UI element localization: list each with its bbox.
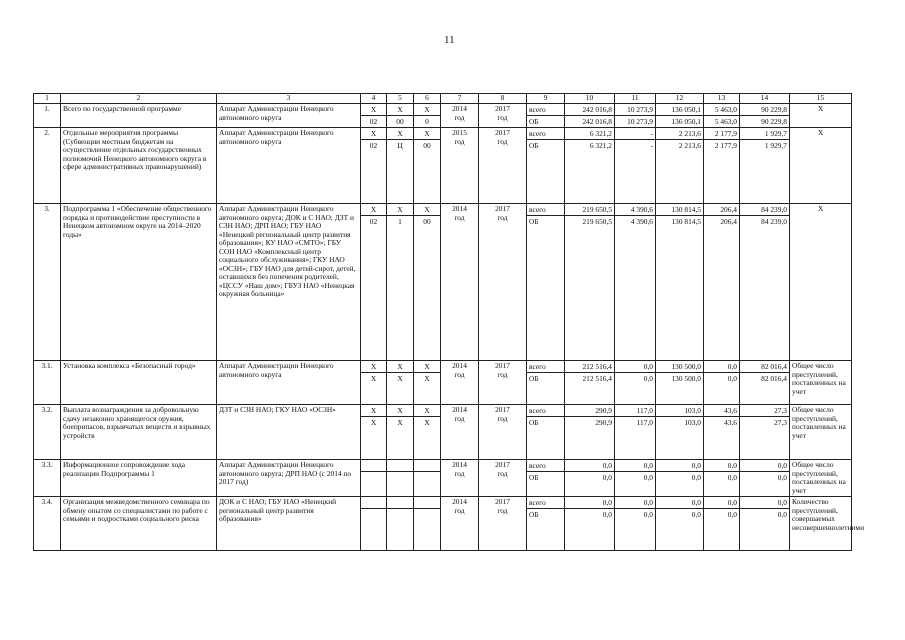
row-number: 3. <box>34 204 61 361</box>
code-cell <box>361 361 387 405</box>
total-amount <box>565 204 615 361</box>
header-cell: 12 <box>656 94 704 104</box>
year-2014-amount-value: 4 390,6 <box>615 215 655 227</box>
year-2014-amount-value: 0,0 <box>615 372 655 384</box>
code-cell-value: Х <box>370 362 377 371</box>
header-cell: 7 <box>441 94 479 104</box>
header-row <box>34 94 852 104</box>
code-cell-value <box>361 471 386 483</box>
year-2016-amount <box>704 204 740 361</box>
code-cell <box>361 460 387 497</box>
table-row <box>34 104 852 128</box>
year-2014-amount <box>615 204 656 361</box>
year-2015-amount-value: 103,0 <box>656 416 703 428</box>
code-cell <box>387 497 414 551</box>
start-year <box>441 204 479 361</box>
code-cell-value <box>387 460 413 471</box>
end-year <box>479 460 527 497</box>
activity-name: Подпрограмма 1 «Обеспечение общественного порядка и противодействие преступности в Ненецком автономном округе на 2014–2020 годы» <box>61 204 217 361</box>
code-cell <box>387 204 414 361</box>
code-cell <box>387 460 414 497</box>
table-row <box>34 361 852 405</box>
executor: Аппарат Администрации Ненецкого автономного округа <box>217 361 361 405</box>
total-amount-value: 0,0 <box>602 498 612 508</box>
year-2016-amount-value: 0,0 <box>704 508 739 520</box>
code-cell-value: 00 <box>414 215 440 227</box>
year-2016-amount-value: 0,0 <box>727 461 737 470</box>
row-number: 3.1. <box>34 361 61 405</box>
header-cell: 1 <box>34 94 61 104</box>
year-2017-amount <box>740 128 790 204</box>
code-cell-value: Х <box>361 372 386 384</box>
indicator: Х <box>790 128 852 204</box>
year-2017-amount <box>740 204 790 361</box>
start-year-value: 2014 <box>452 460 467 469</box>
code-cell <box>361 204 387 361</box>
end-year-unit: год <box>497 136 508 146</box>
code-cell-value: Х <box>397 362 403 371</box>
start-year-unit: год <box>454 413 465 423</box>
year-2016-amount-value: 5 463,0 <box>714 105 737 114</box>
funding-source <box>527 460 565 497</box>
start-year-value: 2014 <box>452 104 467 113</box>
start-year-value: 2014 <box>452 405 467 414</box>
total-amount-value: 0,0 <box>602 461 612 470</box>
year-2015-amount-value: 0,0 <box>691 461 701 470</box>
funding-source-value: всего <box>529 105 546 114</box>
indicator: Количество преступлений, совершаемых несовершеннолетними <box>790 497 852 551</box>
start-year <box>441 128 479 204</box>
row-number: 1. <box>34 104 61 128</box>
year-2016-amount-value: 206,4 <box>704 215 739 227</box>
total-amount <box>565 128 615 204</box>
year-2014-amount-value: 10 273,9 <box>627 105 653 114</box>
year-2015-amount-value: 136 050,1 <box>656 115 703 127</box>
year-2016-amount <box>704 460 740 497</box>
code-cell-value <box>387 497 413 508</box>
year-2015-amount <box>656 128 704 204</box>
header-cell: 6 <box>414 94 441 104</box>
year-2014-amount-value: 0,0 <box>643 498 653 508</box>
year-2014-amount <box>615 361 656 405</box>
activity-name: Установка комплекса «Безопасный город» <box>61 361 217 405</box>
total-amount <box>565 497 615 551</box>
year-2017-amount-value: 27,3 <box>740 416 789 428</box>
funding-source <box>527 128 565 204</box>
row-number: 3.4. <box>34 497 61 551</box>
year-2017-amount <box>740 361 790 405</box>
total-amount-value: 0,0 <box>565 508 614 520</box>
year-2017-amount-value: 84 239,0 <box>740 215 789 227</box>
year-2015-amount <box>656 361 704 405</box>
year-2014-amount-value: 117,0 <box>615 416 655 428</box>
year-2014-amount-value: 0,0 <box>643 362 653 371</box>
year-2015-amount-value: 136 050,1 <box>671 105 701 114</box>
indicator: Х <box>790 204 852 361</box>
executor: Аппарат Администрации Ненецкого автономного округа <box>217 128 361 204</box>
funding-source <box>527 204 565 361</box>
year-2015-amount-value: 130 814,5 <box>656 215 703 227</box>
start-year-value: 2015 <box>452 128 467 137</box>
year-2015-amount-value: 130 814,5 <box>671 205 701 214</box>
funding-source-value: ОБ <box>527 508 564 520</box>
row-number: 3.2. <box>34 405 61 460</box>
header-cell: 5 <box>387 94 414 104</box>
year-2016-amount-value: 43,6 <box>724 406 737 415</box>
code-cell <box>361 104 387 128</box>
year-2015-amount <box>656 204 704 361</box>
total-amount-value: 6 321,2 <box>565 139 614 151</box>
start-year-unit: год <box>454 112 465 122</box>
year-2017-amount-value: 82 016,4 <box>761 362 787 371</box>
funding-source <box>527 497 565 551</box>
code-cell-value: Х <box>414 372 440 384</box>
end-year <box>479 104 527 128</box>
code-cell-value: 00 <box>414 139 440 151</box>
year-2014-amount-value: 0,0 <box>615 471 655 483</box>
year-2016-amount <box>704 104 740 128</box>
year-2017-amount-value: 1 929,7 <box>740 139 789 151</box>
program-table <box>33 93 865 551</box>
year-2016-amount-value: 0,0 <box>727 362 737 371</box>
end-year-unit: год <box>497 369 508 379</box>
end-year-value: 2017 <box>495 460 510 469</box>
indicator: Х <box>790 104 852 128</box>
start-year-unit: год <box>454 136 465 146</box>
code-cell-value: Х <box>397 129 403 138</box>
year-2017-amount-value: 90 229,8 <box>740 115 789 127</box>
funding-source-value: ОБ <box>527 139 564 151</box>
year-2017-amount <box>740 497 790 551</box>
end-year-value: 2017 <box>495 128 510 137</box>
activity-name: Всего по государственной программе <box>61 104 217 128</box>
executor: Аппарат Администрации Ненецкого автономного округа <box>217 104 361 128</box>
year-2014-amount-value: 10 273,9 <box>615 115 655 127</box>
code-cell-value <box>361 460 386 471</box>
total-amount-value: 6 321,2 <box>589 129 612 138</box>
executor: Аппарат Администрации Ненецкого автономного округа; ДРП НАО (с 2014 по 2017 год) <box>217 460 361 497</box>
table-row <box>34 204 852 361</box>
executor: ДЗТ и СЗН НАО; ГКУ НАО «ОСЗН» <box>217 405 361 460</box>
total-amount <box>565 460 615 497</box>
code-cell <box>414 128 441 204</box>
year-2016-amount-value: 0,0 <box>727 498 737 508</box>
code-cell-value <box>414 471 440 483</box>
year-2014-amount-value: 0,0 <box>615 508 655 520</box>
code-cell <box>361 405 387 460</box>
year-2014-amount <box>615 104 656 128</box>
total-amount-value: 242 016,8 <box>582 105 612 114</box>
funding-source <box>527 104 565 128</box>
code-cell-value: Ц <box>387 139 413 151</box>
table-row <box>34 128 852 204</box>
year-2017-amount-value: 0,0 <box>777 461 787 470</box>
code-cell-value <box>387 471 413 483</box>
indicator: Общее число преступлений, поставленных на учет <box>790 405 852 460</box>
code-cell-value: Х <box>370 406 377 415</box>
activity-name: Организация межведомственного семинара по обмену опытом со специалистами по работе с семьями и подростками социального риска <box>61 497 217 551</box>
year-2015-amount-value: 130 500,0 <box>656 372 703 384</box>
code-cell-value <box>414 497 440 508</box>
funding-source-value: всего <box>529 362 546 371</box>
year-2017-amount-value: 90 229,8 <box>761 105 787 114</box>
code-cell <box>361 128 387 204</box>
year-2017-amount <box>740 405 790 460</box>
end-year <box>479 204 527 361</box>
start-year-unit: год <box>454 369 465 379</box>
code-cell-value <box>414 460 440 471</box>
start-year <box>441 460 479 497</box>
header-cell: 2 <box>61 94 217 104</box>
year-2017-amount-value: 0,0 <box>740 508 789 520</box>
code-cell-value: Х <box>361 416 386 428</box>
year-2015-amount-value: 2 213,6 <box>678 129 701 138</box>
year-2015-amount <box>656 497 704 551</box>
code-cell <box>387 405 414 460</box>
year-2014-amount <box>615 405 656 460</box>
header-cell: 8 <box>479 94 527 104</box>
page-number: 11 <box>444 34 455 46</box>
total-amount-value: 290,9 <box>565 416 614 428</box>
header-cell: 9 <box>527 94 565 104</box>
code-cell <box>361 497 387 551</box>
funding-source-value: всего <box>529 461 546 470</box>
year-2014-amount-value: - <box>615 139 655 151</box>
year-2015-amount <box>656 104 704 128</box>
code-cell <box>414 361 441 405</box>
code-cell-value: Х <box>387 372 413 384</box>
row-number: 3.3. <box>34 460 61 497</box>
code-cell <box>387 128 414 204</box>
code-cell <box>414 405 441 460</box>
year-2017-amount-value: 84 239,0 <box>761 205 787 214</box>
table-row <box>34 460 852 497</box>
code-cell-value: Х <box>424 406 430 415</box>
code-cell <box>414 460 441 497</box>
funding-source <box>527 405 565 460</box>
year-2015-amount-value: 0,0 <box>656 471 703 483</box>
header-cell: 13 <box>704 94 740 104</box>
code-cell-value: 02 <box>361 215 386 227</box>
code-cell-value <box>387 508 413 520</box>
end-year <box>479 361 527 405</box>
start-year-value: 2014 <box>452 497 467 507</box>
year-2014-amount <box>615 460 656 497</box>
year-2014-amount-value: 4 390,6 <box>630 205 653 214</box>
header-cell: 15 <box>790 94 852 104</box>
table-row <box>34 497 852 551</box>
funding-source-value: всего <box>529 205 546 214</box>
code-cell <box>414 104 441 128</box>
funding-source-value: всего <box>529 406 546 415</box>
start-year-unit: год <box>454 212 465 222</box>
activity-name: Информационное сопровождение хода реализации Подпрограммы 1 <box>61 460 217 497</box>
year-2016-amount-value: 43,6 <box>704 416 739 428</box>
total-amount <box>565 104 615 128</box>
total-amount-value: 290,9 <box>595 406 612 415</box>
year-2017-amount <box>740 104 790 128</box>
year-2017-amount-value: 0,0 <box>740 471 789 483</box>
header-cell: 4 <box>361 94 387 104</box>
code-cell-value: 02 <box>361 139 386 151</box>
code-cell-value: Х <box>397 406 403 415</box>
year-2017-amount-value: 0,0 <box>777 498 787 508</box>
funding-source-value: всего <box>529 129 546 138</box>
start-year-unit: год <box>454 468 465 478</box>
end-year-value: 2017 <box>495 361 510 370</box>
funding-source-value: ОБ <box>527 471 564 483</box>
end-year <box>479 128 527 204</box>
code-cell-value: Х <box>424 129 430 138</box>
code-cell-value: Х <box>370 105 377 114</box>
year-2016-amount-value: 2 177,9 <box>714 129 737 138</box>
total-amount-value: 219 650,5 <box>565 215 614 227</box>
year-2016-amount <box>704 128 740 204</box>
start-year <box>441 361 479 405</box>
funding-source-value: ОБ <box>527 416 564 428</box>
year-2016-amount <box>704 497 740 551</box>
year-2017-amount <box>740 460 790 497</box>
total-amount-value: 219 650,5 <box>582 205 612 214</box>
start-year-value: 2014 <box>452 204 467 213</box>
code-cell-value: 00 <box>387 115 413 127</box>
code-cell-value: 0 <box>414 115 440 127</box>
year-2014-amount-value: - <box>650 129 653 138</box>
year-2017-amount-value: 82 016,4 <box>740 372 789 384</box>
start-year-unit: год <box>454 505 465 515</box>
year-2015-amount-value: 0,0 <box>691 498 701 508</box>
header-cell: 11 <box>615 94 656 104</box>
end-year-value: 2017 <box>495 104 510 113</box>
total-amount-value: 212 516,4 <box>565 372 614 384</box>
header-cell: 3 <box>217 94 361 104</box>
code-cell <box>387 104 414 128</box>
code-cell-value: Х <box>414 416 440 428</box>
end-year-unit: год <box>497 112 508 122</box>
end-year <box>479 405 527 460</box>
code-cell-value: 02 <box>361 115 386 127</box>
code-cell-value: Х <box>397 105 403 114</box>
funding-source-value: ОБ <box>527 215 564 227</box>
start-year-value: 2014 <box>452 361 467 370</box>
year-2016-amount-value: 2 177,9 <box>704 139 739 151</box>
total-amount <box>565 361 615 405</box>
code-cell-value: Х <box>424 205 430 214</box>
year-2016-amount-value: 0,0 <box>704 372 739 384</box>
funding-source-value: ОБ <box>527 372 564 384</box>
executor: Аппарат Администрации Ненецкого автономного округа; ДОК и С НАО; ДЗТ и СЗН НАО; ДРП НАО; ГБУ НАО «Ненецкий региональный центр развития образования»; КУ НАО «СМТО»; ГБУ СОН НАО «Комплексный центр социального обслуживания»; ГКУ НАО «ОСЗН»; ГБУ НАО для детей-сирот, детей, оставшихся без попечения родителей, «ЦССУ «Наш дом»; ГБУЗ НАО «Ненецкая окружная больница» <box>217 204 361 361</box>
code-cell <box>414 204 441 361</box>
funding-source-value: ОБ <box>527 115 564 127</box>
start-year <box>441 497 479 551</box>
header-cell: 14 <box>740 94 790 104</box>
code-cell-value: Х <box>424 105 430 114</box>
indicator: Общее число преступлений, поставленных на учет <box>790 460 852 497</box>
code-cell-value <box>361 497 386 508</box>
year-2016-amount <box>704 405 740 460</box>
total-amount <box>565 405 615 460</box>
code-cell-value: Х <box>370 129 377 138</box>
end-year-value: 2017 <box>495 405 510 414</box>
total-amount-value: 212 516,4 <box>582 362 612 371</box>
activity-name: Выплата вознаграждения за добровольную сдачу незаконно хранящегося оружия, боеприпасов, взрывчатых веществ и взрывных устройств <box>61 405 217 460</box>
year-2015-amount <box>656 405 704 460</box>
code-cell-value <box>361 508 386 520</box>
year-2014-amount <box>615 497 656 551</box>
table-row <box>34 405 852 460</box>
code-cell-value <box>414 508 440 520</box>
year-2016-amount <box>704 361 740 405</box>
year-2015-amount-value: 130 500,0 <box>671 362 701 371</box>
code-cell <box>414 497 441 551</box>
code-cell <box>387 361 414 405</box>
row-number: 2. <box>34 128 61 204</box>
year-2015-amount <box>656 460 704 497</box>
year-2014-amount <box>615 128 656 204</box>
indicator: Общее число преступлений, поставленных на учет <box>790 361 852 405</box>
year-2017-amount-value: 27,3 <box>774 406 787 415</box>
year-2016-amount-value: 5 463,0 <box>704 115 739 127</box>
start-year <box>441 405 479 460</box>
code-cell-value: 1 <box>387 215 413 227</box>
year-2015-amount-value: 2 213,6 <box>656 139 703 151</box>
funding-source <box>527 361 565 405</box>
code-cell-value: Х <box>370 205 377 214</box>
end-year <box>479 497 527 551</box>
end-year-unit: год <box>497 413 508 423</box>
code-cell-value: Х <box>387 416 413 428</box>
code-cell-value: Х <box>424 362 430 371</box>
code-cell-value: Х <box>397 205 403 214</box>
year-2015-amount-value: 0,0 <box>656 508 703 520</box>
end-year-unit: год <box>497 505 508 515</box>
year-2015-amount-value: 103,0 <box>684 406 701 415</box>
total-amount-value: 0,0 <box>565 471 614 483</box>
year-2017-amount-value: 1 929,7 <box>764 129 787 138</box>
end-year-unit: год <box>497 212 508 222</box>
year-2014-amount-value: 117,0 <box>636 406 653 415</box>
year-2016-amount-value: 0,0 <box>704 471 739 483</box>
funding-source-value: всего <box>529 498 546 508</box>
year-2014-amount-value: 0,0 <box>643 461 653 470</box>
end-year-value: 2017 <box>495 497 510 507</box>
activity-name: Отдельные мероприятия программы (Субвенции местным бюджетам на осуществление отдельных государственных полномочий Ненецкого автономного округа в сфере административных правонарушений) <box>61 128 217 204</box>
end-year-value: 2017 <box>495 204 510 213</box>
end-year-unit: год <box>497 468 508 478</box>
start-year <box>441 104 479 128</box>
header-cell: 10 <box>565 94 615 104</box>
total-amount-value: 242 016,8 <box>565 115 614 127</box>
executor: ДОК и С НАО; ГБУ НАО «Ненецкий региональный центр развития образования» <box>217 497 361 551</box>
year-2016-amount-value: 206,4 <box>720 205 737 214</box>
